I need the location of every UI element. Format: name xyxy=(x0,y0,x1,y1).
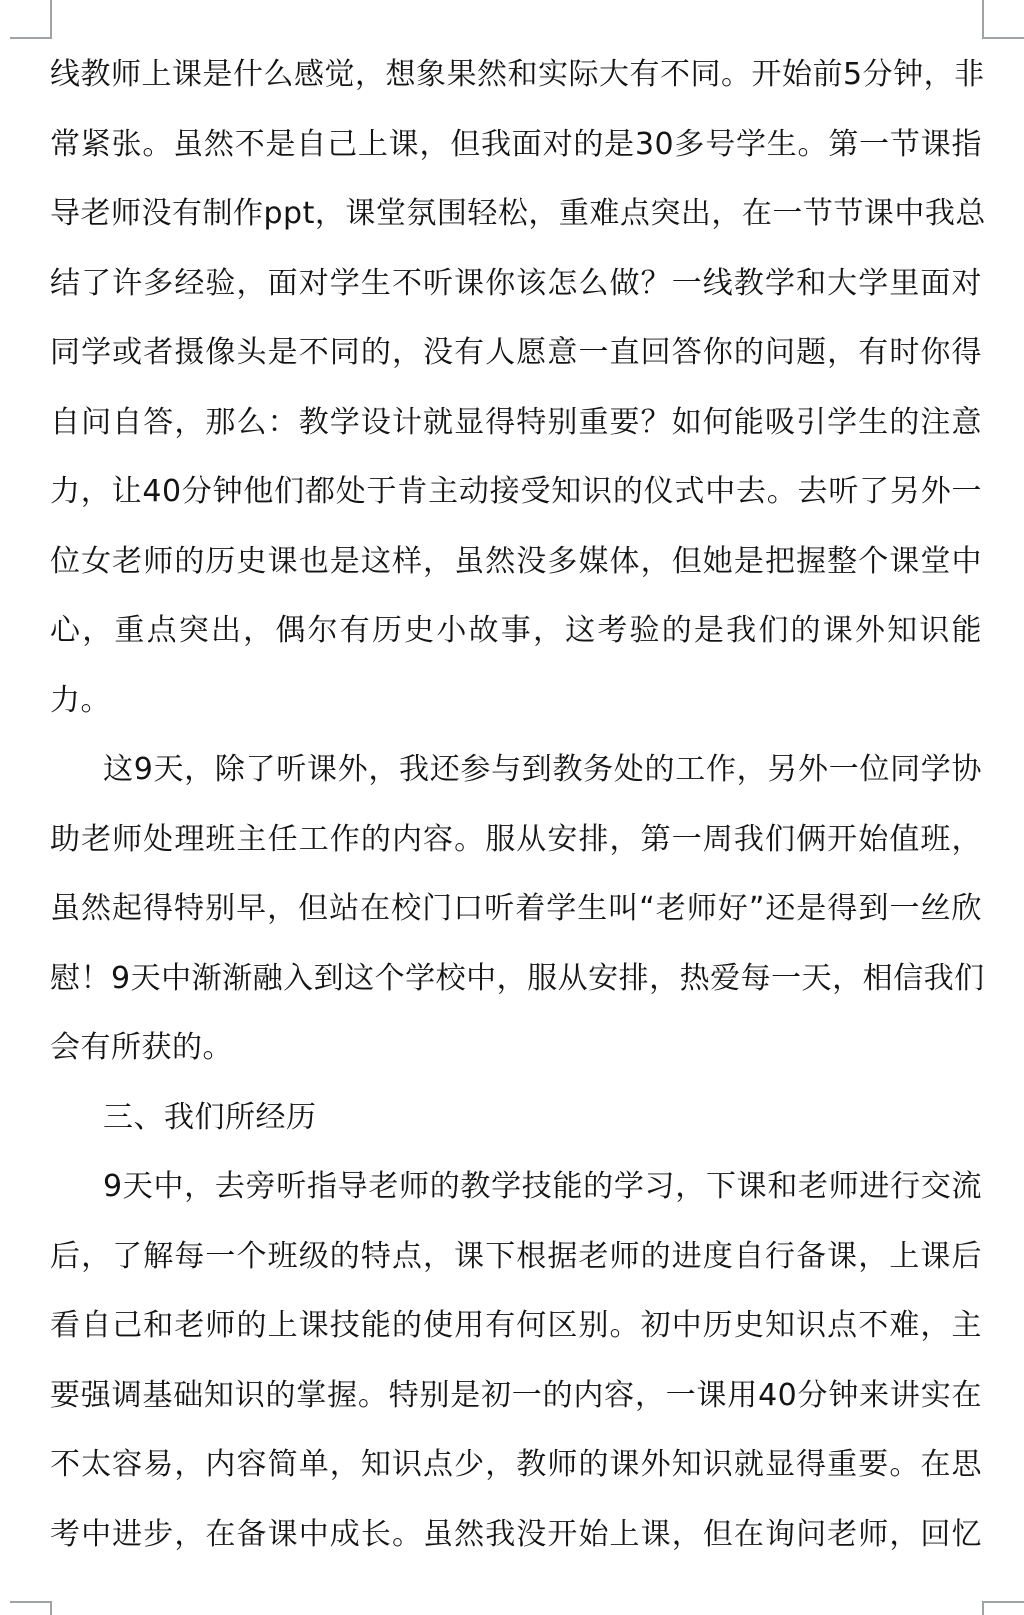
crop-mark-bottom-right xyxy=(982,1601,1024,1615)
crop-mark-top-left xyxy=(10,0,52,39)
essay-text xyxy=(50,40,986,1569)
text-line: 心，重点突出，偶尔有历史小故事，这考验的是我们的课外知识能 xyxy=(50,613,982,648)
text-line: 慰！9天中渐渐融入到这个学校中，服从安排，热爱每一天，相信我们 xyxy=(50,960,985,996)
text-line: 三、我们所经历 xyxy=(103,1099,317,1135)
crop-mark-bottom-left xyxy=(10,1601,52,1615)
text-line: 虽然起得特别早，但站在校门口听着学生叫“老师好”还是得到一丝欣 xyxy=(50,891,982,926)
text-line: 结了许多经验，面对学生不听课你该怎么做？一线教学和大学里面对 xyxy=(50,265,982,301)
text-line: 后，了解每一个班级的特点，课下根据老师的进度自行备课，上课后 xyxy=(50,1238,982,1274)
text-line: 同学或者摄像头是不同的，没有人愿意一直回答你的问题，有时你得 xyxy=(50,335,982,370)
text-line: 考中进步，在备课中成长。虽然我没开始上课，但在询问老师，回忆 xyxy=(50,1516,982,1552)
text-line: 力，让40分钟他们都处于肯主动接受知识的仪式中去。去听了另外一 xyxy=(50,474,982,509)
text-line: 常紧张。虽然不是自己上课，但我面对的是30多号学生。第一节课指 xyxy=(50,126,982,162)
text-line: 不太容易，内容简单，知识点少，教师的课外知识就显得重要。在思 xyxy=(50,1447,982,1482)
text-line: 导老师没有制作ppt，课堂氛围轻松，重难点突出，在一节节课中我总 xyxy=(50,196,986,231)
crop-mark-top-right xyxy=(982,0,1024,39)
text-line: 位女老师的历史课也是这样，虽然没多媒体，但她是把握整个课堂中 xyxy=(50,543,982,579)
text-line: 这9天，除了听课外，我还参与到教务处的工作，另外一位同学协 xyxy=(103,752,982,787)
text-line: 要强调基础知识的掌握。特别是初一的内容，一课用40分钟来讲实在 xyxy=(50,1377,982,1413)
text-line: 自问自答，那么：教学设计就显得特别重要？如何能吸引学生的注意 xyxy=(50,404,982,440)
text-line: 助老师处理班主任工作的内容。服从安排，第一周我们俩开始值班， xyxy=(50,821,982,857)
text-line: 力。 xyxy=(50,682,111,718)
text-line: 线教师上课是什么感觉，想象果然和实际大有不同。开始前5分钟，非 xyxy=(50,57,985,92)
text-line: 9天中，去旁听指导老师的教学技能的学习，下课和老师进行交流 xyxy=(103,1169,982,1204)
text-line: 会有所获的。 xyxy=(50,1030,233,1065)
text-line: 看自己和老师的上课技能的使用有何区别。初中历史知识点不难，主 xyxy=(50,1308,982,1343)
